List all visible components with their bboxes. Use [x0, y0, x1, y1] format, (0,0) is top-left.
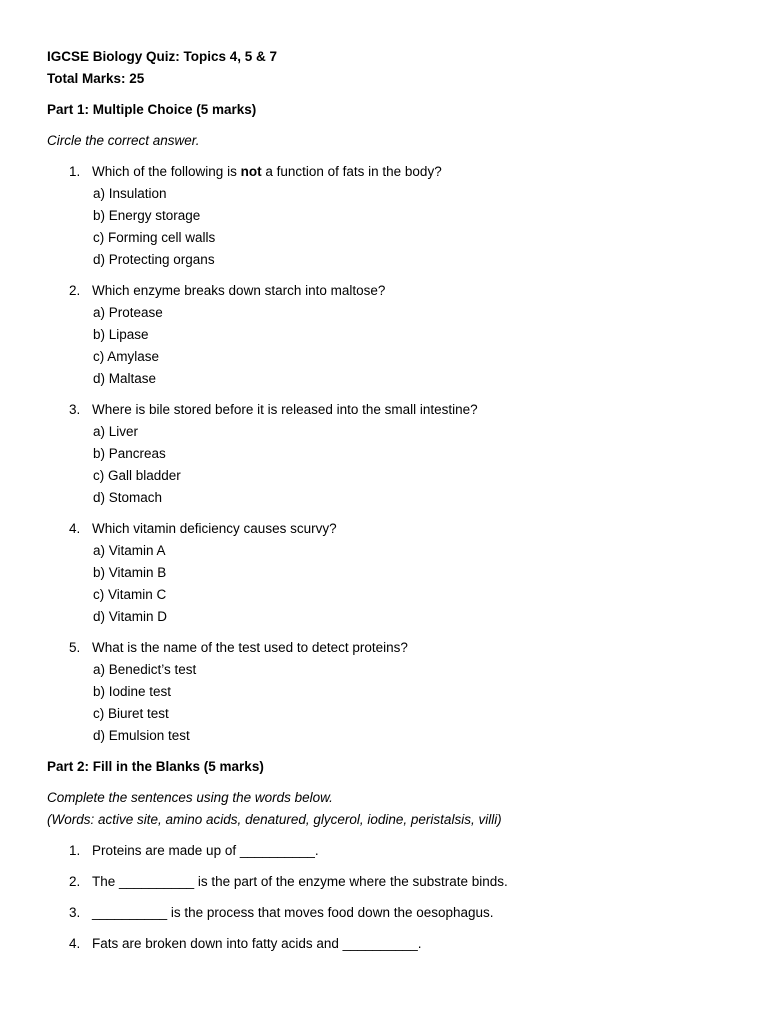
option-c: c) Forming cell walls — [93, 230, 216, 245]
total-marks: Total Marks: 25 — [47, 71, 145, 86]
sentence-text: The __________ is the part of the enzyme where the substrate binds. — [92, 874, 508, 889]
option-d: d) Vitamin D — [93, 609, 168, 624]
quiz-title: IGCSE Biology Quiz: Topics 4, 5 & 7 — [47, 49, 278, 64]
question-2 — [47, 280, 737, 390]
option-b: b) Energy storage — [93, 208, 201, 223]
question-stem — [47, 518, 737, 540]
part1-heading: Part 1: Multiple Choice (5 marks) — [47, 102, 257, 117]
option-b: b) Vitamin B — [93, 565, 167, 580]
question-stem — [47, 280, 737, 302]
option-d: d) Stomach — [93, 490, 163, 505]
question-number: 5. — [69, 640, 81, 655]
stem-text: Which vitamin deficiency causes scurvy? — [92, 521, 337, 536]
sentence-text: __________ is the process that moves food down the oesophagus. — [92, 905, 494, 920]
fill-blank-4 — [47, 933, 737, 955]
option-c: c) Gall bladder — [93, 468, 181, 483]
sentence-number: 3. — [69, 905, 81, 920]
fill-blank-2 — [47, 871, 737, 893]
question-number: 2. — [69, 283, 81, 298]
option-a: a) Insulation — [93, 186, 167, 201]
question-5 — [47, 637, 737, 747]
option-a: a) Protease — [93, 305, 163, 320]
option-b: b) Pancreas — [93, 446, 166, 461]
option-a: a) Benedict’s test — [93, 662, 197, 677]
sentence-number: 1. — [69, 843, 81, 858]
part1-instruction: Circle the correct answer. — [47, 133, 200, 148]
stem-text: What is the name of the test used to detect proteins? — [92, 640, 408, 655]
option-b: b) Lipase — [93, 327, 149, 342]
document-page — [47, 46, 737, 955]
question-3 — [47, 399, 737, 509]
question-number: 1. — [69, 164, 81, 179]
question-stem — [47, 399, 737, 421]
option-c: c) Biuret test — [93, 706, 169, 721]
stem-text: Where is bile stored before it is released into the small intestine? — [92, 402, 478, 417]
question-stem — [47, 637, 737, 659]
part2-instruction: Complete the sentences using the words below. — [47, 790, 333, 805]
option-c: c) Vitamin C — [93, 587, 167, 602]
question-4 — [47, 518, 737, 628]
option-a: a) Liver — [93, 424, 139, 439]
option-d: d) Maltase — [93, 371, 157, 386]
question-stem — [47, 161, 737, 183]
option-d: d) Protecting organs — [93, 252, 215, 267]
option-d: d) Emulsion test — [93, 728, 190, 743]
option-b: b) Iodine test — [93, 684, 172, 699]
stem-text: Which of the following is — [92, 164, 241, 179]
sentence-text: Proteins are made up of __________. — [92, 843, 319, 858]
question-number: 3. — [69, 402, 81, 417]
sentence-text: Fats are broken down into fatty acids and __________. — [92, 936, 422, 951]
word-bank: (Words: active site, amino acids, denatured, glycerol, iodine, peristalsis, villi) — [47, 812, 502, 827]
sentence-number: 2. — [69, 874, 81, 889]
option-c: c) Amylase — [93, 349, 160, 364]
stem-emphasis: not — [240, 164, 262, 179]
stem-text: Which enzyme breaks down starch into maltose? — [92, 283, 386, 298]
option-a: a) Vitamin A — [93, 543, 166, 558]
question-1 — [47, 161, 737, 271]
question-number: 4. — [69, 521, 81, 536]
fill-blank-3 — [47, 902, 737, 924]
sentence-number: 4. — [69, 936, 81, 951]
fill-blank-1 — [47, 840, 737, 862]
stem-text: a function of fats in the body? — [261, 164, 442, 179]
part2-heading: Part 2: Fill in the Blanks (5 marks) — [47, 759, 264, 774]
